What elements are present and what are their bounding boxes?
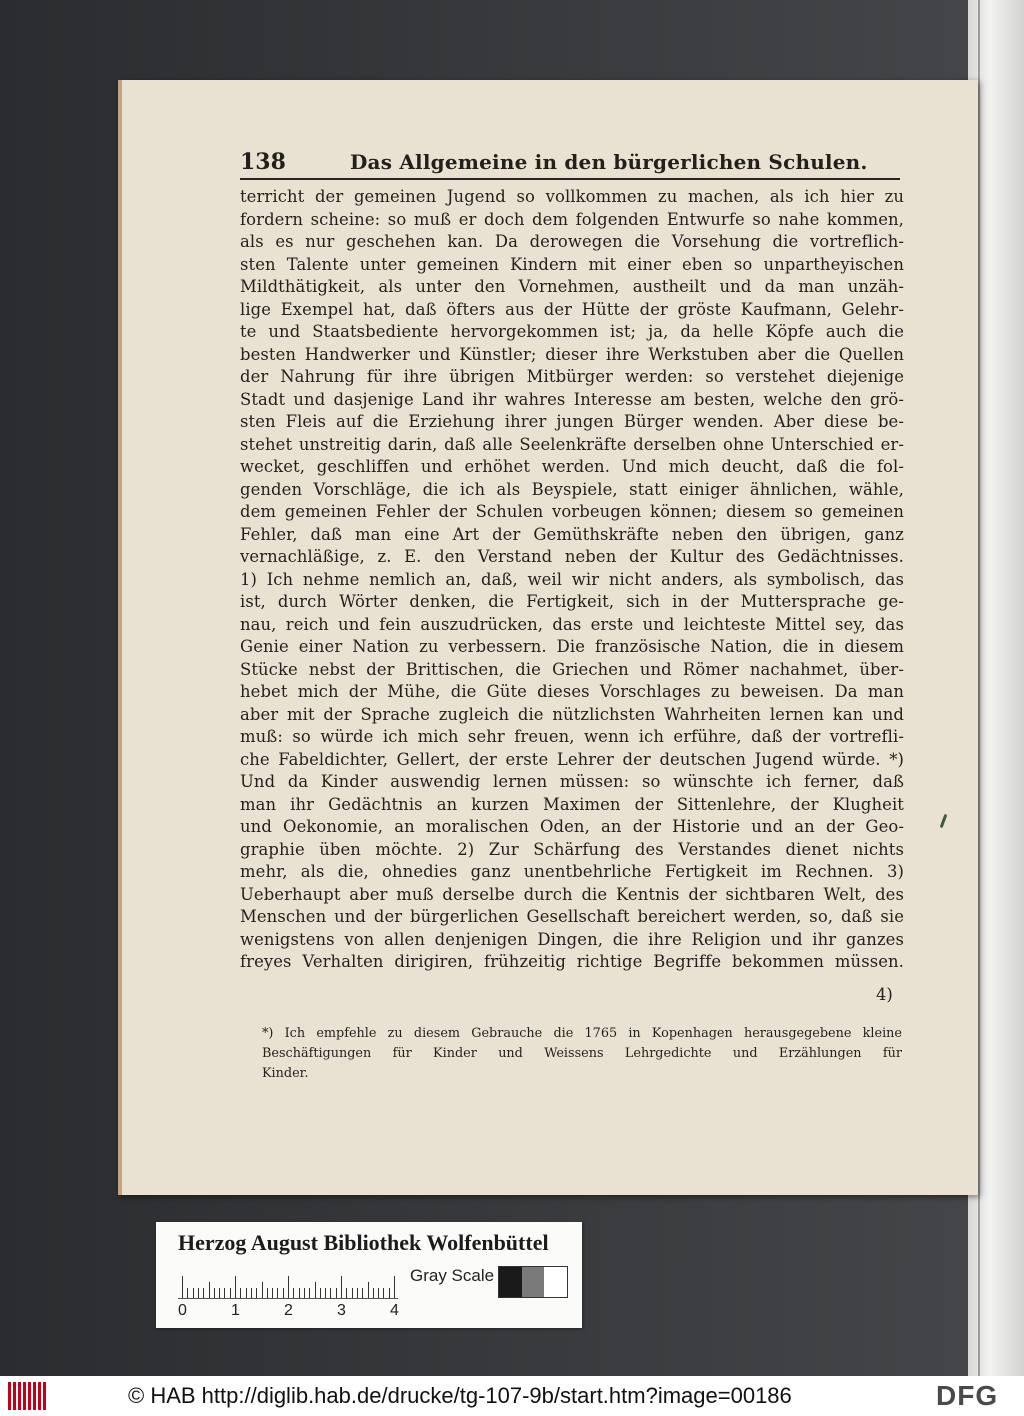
- text-line: dem gemeinen Fehler der Schulen vorbeugen können; diesem so gemeinen: [240, 502, 904, 521]
- ruler-tick: [352, 1288, 353, 1298]
- ruler-tick: [299, 1288, 300, 1298]
- text-line: Stadt und dasjenige Land ihr wahres Interesse am besten, welche den grö-: [240, 389, 904, 409]
- ruler-tick: [203, 1288, 204, 1298]
- text-line: ist, durch Wörter denken, die Fertigkeit, sich in der Muttersprache ge-: [240, 592, 904, 611]
- ruler-tick: [383, 1288, 384, 1298]
- ruler-baseline: [178, 1298, 398, 1299]
- text-line: Genie einer Nation zu verbessern. Die französische Nation, die in diesem: [240, 637, 904, 656]
- text-line: wenigstens von allen denjenigen Dingen, die ihre Religion und ihr ganzes: [240, 929, 904, 949]
- text-line: mehr, als die, ohnedies ganz unentbehrliche Fertigkeit im Rechnen. 3): [240, 862, 904, 881]
- ruler-tick: [209, 1282, 210, 1298]
- ruler-tick: [330, 1288, 331, 1298]
- gray-swatch-dark: [499, 1267, 522, 1297]
- ruler: [178, 1270, 398, 1300]
- ruler-tick: [224, 1288, 225, 1298]
- ruler-tick: [373, 1288, 374, 1298]
- text-line: 1) Ich nehme nemlich an, daß, weil wir nicht anders, als symbolisch, das: [240, 569, 904, 589]
- text-line: Stücke nebst der Brittischen, die Griechen und Römer nachahmet, über-: [240, 659, 904, 679]
- ruler-number: 1: [231, 1302, 240, 1319]
- text-line: te und Staatsbediente hervorgekommen ist; ja, da helle Köpfe auch die: [240, 322, 904, 341]
- copyright-link[interactable]: © HAB http://diglib.hab.de/drucke/tg-107-9b/start.htm?image=00186: [128, 1383, 792, 1408]
- ruler-tick: [341, 1276, 342, 1298]
- running-title: Das Allgemeine in den bürgerlichen Schulen.: [350, 150, 868, 174]
- logo-stripe: [18, 1382, 21, 1410]
- ruler-tick: [389, 1288, 390, 1298]
- ruler-tick: [357, 1288, 358, 1298]
- ruler-tick: [362, 1288, 363, 1298]
- text-line: freyes Verhalten dirigiren, frühzeitig richtige Begriffe bekommen müssen.: [240, 952, 904, 971]
- library-name: Herzog August Bibliothek Wolfenbüttel: [178, 1230, 549, 1255]
- logo-stripe: [33, 1382, 36, 1410]
- text-line: genden Vorschläge, die ich als Beyspiele, statt einiger ähnlichen, wähle,: [240, 479, 904, 499]
- text-line: fordern scheine: so muß er doch dem folgenden Entwurfe so nahe kommen,: [240, 209, 904, 229]
- ruler-tick: [293, 1288, 294, 1298]
- text-line: sten Talente unter gemeinen Kindern mit einer eben so unpartheyischen: [240, 254, 904, 274]
- ruler-tick: [320, 1288, 321, 1298]
- footer-bar: [0, 1376, 1024, 1416]
- card-divider: [978, 0, 980, 1376]
- ruler-number: 2: [284, 1302, 293, 1319]
- ruler-tick: [309, 1288, 310, 1298]
- footnote-line: Beschäftigungen für Kinder und Weissens Lehrgedichte und Erzählungen für: [262, 1046, 902, 1061]
- text-line: Menschen und der bürgerlichen Gesellschaft bereichert werden, so, daß sie: [240, 907, 904, 926]
- gray-swatch-light: [544, 1267, 567, 1297]
- logo-stripe: [8, 1382, 11, 1410]
- page-header: [240, 148, 900, 180]
- ruler-tick: [198, 1288, 199, 1298]
- text-line: graphie üben möchte. 2) Zur Schärfung des Verstandes dienet nichts: [240, 839, 904, 859]
- dfg-logo: DFG: [936, 1380, 999, 1411]
- logo-stripe: [13, 1382, 16, 1410]
- catchword: 4): [876, 985, 893, 1004]
- text-line: nau, reich und fein auszudrücken, das erste und leichteste Mittel sey, das: [240, 614, 904, 634]
- ruler-tick: [246, 1288, 247, 1298]
- ruler-tick: [315, 1282, 316, 1298]
- ruler-tick: [256, 1288, 257, 1298]
- text-line: hebet mich der Mühe, die Güte dieses Vorschlages zu beweisen. Da man: [240, 682, 904, 701]
- ruler-tick: [346, 1288, 347, 1298]
- ruler-tick: [378, 1288, 379, 1298]
- gray-scale-swatches: [498, 1266, 568, 1298]
- text-line: Ueberhaupt aber muß derselbe durch die Kentnis der sichtbaren Welt, des: [240, 884, 904, 904]
- ruler-number: 3: [337, 1302, 346, 1319]
- ruler-number: 4: [390, 1302, 399, 1319]
- ruler-tick: [267, 1288, 268, 1298]
- page-number: 138: [240, 149, 286, 175]
- ruler-tick: [187, 1288, 188, 1298]
- ruler-tick: [219, 1288, 220, 1298]
- ruler-tick: [230, 1288, 231, 1298]
- ruler-tick: [288, 1276, 289, 1298]
- text-line: der Nahrung für ihre übrigen Mitbürger werden: so verstehet diejenige: [240, 367, 904, 386]
- logo-stripe: [43, 1382, 46, 1410]
- text-line: vernachläßige, z. E. den Verstand neben der Kultur des Gedächtnisses.: [240, 547, 904, 566]
- ruler-tick: [182, 1276, 183, 1298]
- ruler-tick: [304, 1288, 305, 1298]
- footnote-line: *) Ich empfehle zu diesem Gebrauche die 1765 in Kopenhagen herausgegebene kleine: [262, 1026, 902, 1041]
- text-line: besten Handwerker und Künstler; dieser ihre Werkstuben aber die Quellen: [240, 344, 904, 364]
- text-line: Fehler, daß man eine Art der Gemüthskräfte neben den übrigen, ganz: [240, 524, 904, 544]
- text-line: aber mit der Sprache zugleich die nützlichsten Wahrheiten lernen kan und: [240, 704, 904, 724]
- ruler-tick: [336, 1288, 337, 1298]
- text-line: stehet unstreitig darin, daß alle Seelenkräfte derselben ohne Unterschied er-: [240, 434, 904, 454]
- footnote: [262, 1024, 902, 1084]
- logo-stripe: [28, 1382, 31, 1410]
- ruler-tick: [214, 1288, 215, 1298]
- ruler-tick: [283, 1288, 284, 1298]
- ruler-tick: [325, 1288, 326, 1298]
- ruler-tick: [262, 1282, 263, 1298]
- logo-stripe: [23, 1382, 26, 1410]
- gray-swatch-mid: [522, 1267, 545, 1297]
- text-line: Mildthätigkeit, als unter den Vornehmen, austheilt und da man unzäh-: [240, 277, 904, 296]
- ruler-tick: [368, 1282, 369, 1298]
- ruler-tick: [394, 1276, 395, 1298]
- text-line: che Fabeldichter, Gellert, der erste Lehrer der deutschen Jugend würde. *): [240, 749, 904, 769]
- hab-logo-icon: [8, 1382, 48, 1410]
- text-line: wecket, geschliffen und erhöhet werden. Und mich deucht, daß die fol-: [240, 457, 904, 476]
- logo-stripe: [38, 1382, 41, 1410]
- ruler-tick: [240, 1288, 241, 1298]
- ruler-tick: [193, 1288, 194, 1298]
- text-line: lige Exempel hat, daß öfters aus der Hütte der gröste Kaufmann, Gelehr-: [240, 299, 904, 319]
- body-text: [240, 186, 904, 974]
- gray-scale-label: Gray Scale: [410, 1266, 495, 1285]
- ruler-number: 0: [178, 1302, 187, 1319]
- footnote-line: Kinder.: [262, 1066, 309, 1081]
- library-label: [156, 1222, 582, 1328]
- text-line: Und da Kinder auswendig lernen müssen: so wünschte ich ferner, daß: [240, 772, 904, 791]
- text-line: sten Fleis auf die Erziehung ihrer jungen Bürger wenden. Aber diese be-: [240, 412, 904, 431]
- text-line: als es nur geschehen kan. Da derowegen die Vorsehung die vortreflich-: [240, 232, 904, 251]
- text-line: man ihr Gedächtnis an kurzen Maximen der Sittenlehre, der Klugheit: [240, 794, 904, 814]
- ruler-tick: [277, 1288, 278, 1298]
- ruler-tick: [251, 1288, 252, 1298]
- ruler-tick: [272, 1288, 273, 1298]
- ruler-tick: [235, 1276, 236, 1298]
- text-line: und Oekonomie, an moralischen Oden, an der Historie und an der Geo-: [240, 817, 904, 836]
- text-line: muß: so würde ich mich sehr freuen, wenn ich erführe, daß der vortrefli-: [240, 727, 904, 746]
- text-line: terricht der gemeinen Jugend so vollkommen zu machen, als ich hier zu: [240, 187, 904, 206]
